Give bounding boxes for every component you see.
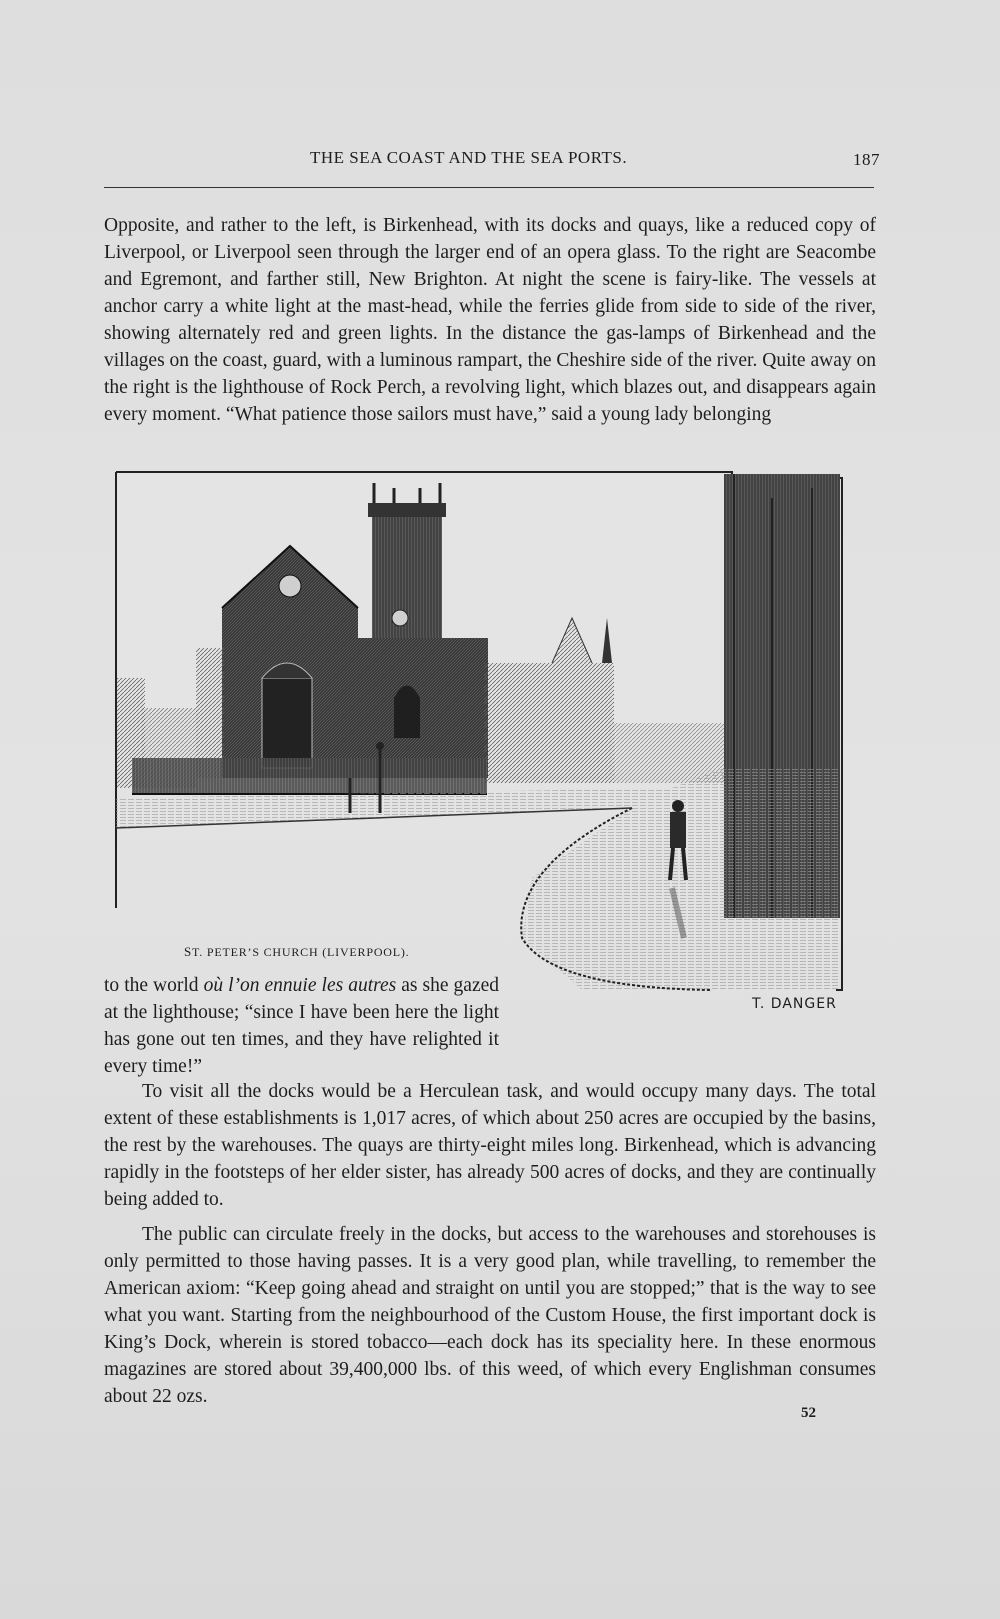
header-rule [104,187,874,188]
artist-signature: T. DANGER [752,996,837,1012]
paragraph-2: To visit all the docks would be a Herculean task, and would occupy many days. The total extent of these establishments is 1,017 acres, of which about 250 acres are occupied by the basins, the rest by the warehouses. The quays are thirty-eight miles long. Birkenhead, which is advancing rapidly in the footsteps of her elder sister, has already 500 acres of docks, and they are continually being added to. [104,1081,876,1210]
running-title: THE SEA COAST AND THE SEA PORTS. [310,148,628,167]
page-number: 187 [853,150,880,169]
paragraph-wrap [104,972,499,1080]
paragraph-1: Opposite, and rather to the left, is Birkenhead, with its docks and quays, like a reduced copy of Liverpool, or Liverpool seen through the larger end of an opera glass. To the right are Seacombe and Egremont, and farther still, New Brighton. At night the scene is fairy-like. The vessels at anchor carry a white light at the mast-head, while the ferries glide from side to side of the river, showing alternately red and green lights. In the distance the gas-lamps of Birkenhead and the villages on the coast, guard, with a luminous rampart, the Cheshire side of the river. Quite away on the right is the lighthouse of Rock Perch, a revolving light, which blazes out, and disappears again every moment. “What patience those sailors must have,” said a young lady belonging [104,215,876,425]
wrap-text-end: as she gazed at the lighthouse; “since I have been here the light has gone out ten times, and they have relighted it every time!” [104,975,500,1077]
printer-signature: 52 [801,1405,816,1421]
illustration-caption: ST. PETER’S CHURCH (LIVERPOOL). [184,944,410,959]
wrap-text-italic: où l’on ennuie les autres [203,975,397,996]
wrap-text-start: to the world [104,975,204,996]
paragraph-3: The public can circulate freely in the docks, but access to the warehouses and storehouses is only permitted to those having passes. It is a very good plan, while travelling, to remember the American axiom: “Keep going ahead and straight on until you are stopped;” that is the way to see what you want. Starting from the neighbourhood of the Custom House, the first important dock is King’s Dock, wherein is stored tobacco—each dock has its speciality here. In these enormous magazines are stored about 39,400,000 lbs. of this weed, of which every Englishman consumes about 22 ozs. [104,1224,876,1407]
